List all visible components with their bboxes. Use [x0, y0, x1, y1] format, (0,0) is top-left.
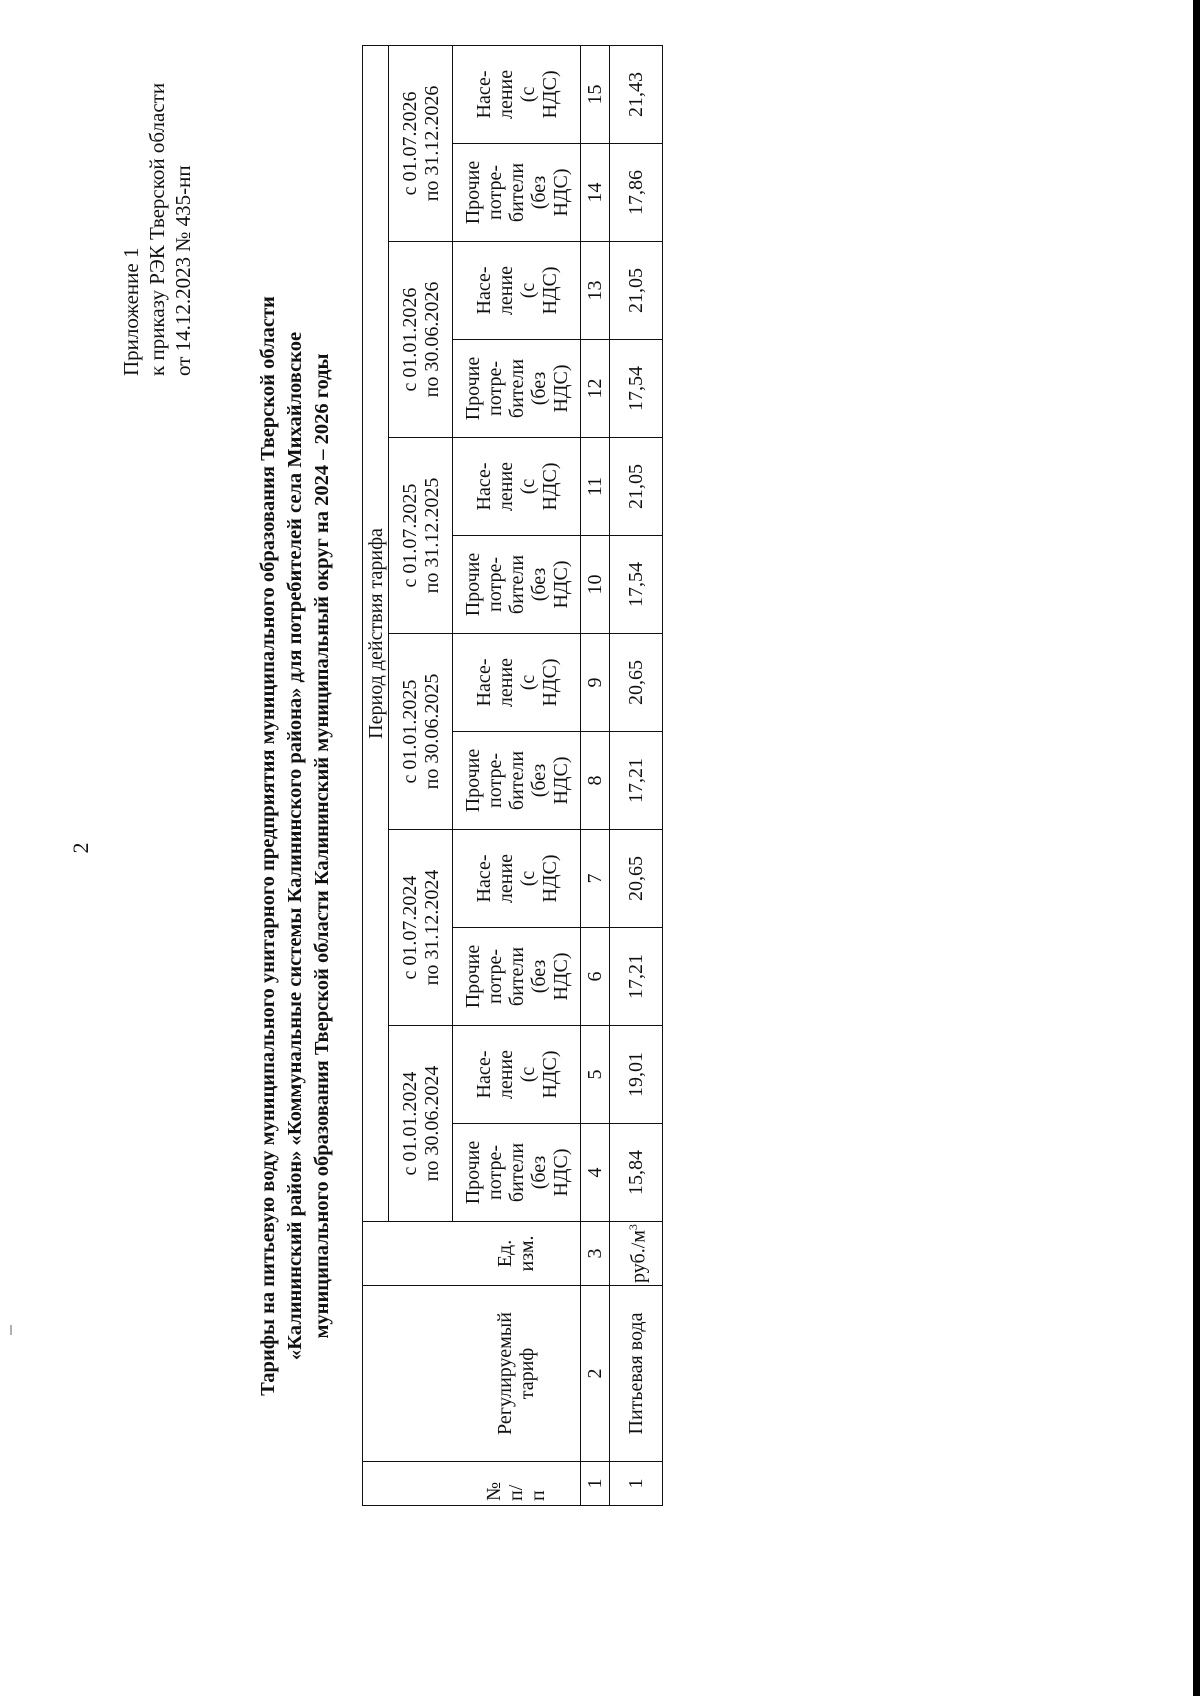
header-group-line: (без — [527, 567, 550, 602]
header-group-line: бители — [505, 358, 528, 419]
header-group-line: Насе- — [472, 462, 495, 511]
header-group-line: потре- — [483, 165, 506, 220]
header-group-line: потре- — [483, 557, 506, 612]
tariff-value-cell: 19,01 — [610, 1026, 663, 1124]
header-row-ranges — [389, 45, 453, 1505]
appendix-block — [118, 46, 196, 376]
row-unit: $руб./м^3$ — [610, 1222, 663, 1286]
tariff-value-cell: 20,65 — [610, 634, 663, 732]
column-number-cell: 12 — [581, 340, 610, 438]
column-number-cell: 7 — [581, 830, 610, 928]
header-group-line: Прочие — [461, 552, 484, 617]
header-group-line: (без — [527, 959, 550, 994]
column-number-cell: 1 — [581, 1462, 610, 1506]
header-group-line: НДС) — [538, 462, 561, 511]
column-number-cell: 9 — [581, 634, 610, 732]
header-group-line: (без — [527, 763, 550, 798]
tariff-value-cell: 15,84 — [610, 1124, 663, 1222]
header-group-line: бители — [505, 750, 528, 811]
header-group-line: НДС) — [549, 1148, 572, 1197]
period-from: с 01.01.2026 — [398, 287, 421, 392]
header-row-period — [363, 45, 389, 1505]
header-empty-cell — [389, 1286, 453, 1462]
period-to: по 30.06.2025 — [420, 673, 443, 790]
column-number-cell: 15 — [581, 45, 610, 143]
column-number-cell: 10 — [581, 536, 610, 634]
period-from: с 01.01.2024 — [398, 1071, 421, 1176]
title-line-2: «Калининский район» «Коммунальные системы Калининского района» для потребителей села Михайловское — [284, 331, 306, 1361]
header-group-line: ление — [494, 69, 517, 120]
header-group-line: ление — [494, 853, 517, 904]
period-to: по 31.12.2025 — [420, 477, 443, 594]
column-number-cell: 2 — [581, 1286, 610, 1462]
period-range-1 — [389, 1026, 453, 1222]
header-group-line: (с — [516, 86, 539, 103]
header-empty-cell — [363, 1286, 389, 1462]
header-population — [453, 438, 581, 536]
header-group-line: (с — [516, 870, 539, 887]
column-number-cell: 3 — [581, 1222, 610, 1286]
header-group-line: Прочие — [461, 748, 484, 813]
header-group-line: потре- — [483, 753, 506, 808]
header-empty-cell — [363, 1222, 389, 1286]
header-group-line: лениe — [494, 265, 517, 316]
header-group-line: Прочие — [461, 1140, 484, 1205]
header-group-line: (без — [527, 371, 550, 406]
appendix-line-3: от 14.12.2023 № 435-нп — [171, 165, 195, 376]
header-population — [453, 830, 581, 928]
tariff-value-cell: 21,05 — [610, 242, 663, 340]
header-group-line: НДС) — [549, 952, 572, 1001]
header-group-line: Прочие — [461, 356, 484, 421]
header-group-line: Прочие — [461, 160, 484, 225]
period-from: с 01.07.2024 — [398, 875, 421, 980]
header-group-line: потре- — [483, 1145, 506, 1200]
header-group-line: (с — [516, 478, 539, 495]
period-from: с 01.07.2026 — [398, 91, 421, 196]
header-group-line: бители — [505, 1142, 528, 1203]
header-group-line: ление — [494, 461, 517, 512]
column-number-cell: 6 — [581, 928, 610, 1026]
tariff-value-cell: 17,54 — [610, 340, 663, 438]
header-group-line: потре- — [483, 949, 506, 1004]
header-col-tariff: Регулируемый тариф — [453, 1286, 581, 1462]
header-group-line: НДС) — [538, 70, 561, 119]
header-col-unit: Ед. изм. — [453, 1222, 581, 1286]
document-title — [255, 116, 336, 1576]
period-to: по 31.12.2026 — [420, 85, 443, 202]
header-group-line: НДС) — [538, 1050, 561, 1099]
tariff-value-cell: 20,65 — [610, 830, 663, 928]
tariff-value-cell: 17,21 — [610, 928, 663, 1026]
header-group-line: (с — [516, 674, 539, 691]
header-group-line: НДС) — [538, 854, 561, 903]
period-range-6 — [389, 45, 453, 241]
header-group-line: (с — [516, 1066, 539, 1083]
header-empty-cell — [389, 1222, 453, 1286]
header-other-consumers — [453, 536, 581, 634]
header-other-consumers — [453, 928, 581, 1026]
header-group-line: Насе- — [472, 266, 495, 315]
page-number: 2 — [68, 842, 93, 854]
header-group-line: НДС) — [549, 364, 572, 413]
header-group-line: бители — [505, 162, 528, 223]
header-population — [453, 1026, 581, 1124]
column-number-cell: 13 — [581, 242, 610, 340]
tariff-value-cell: 17,86 — [610, 144, 663, 242]
column-number-row — [581, 45, 610, 1505]
header-population — [453, 45, 581, 143]
header-group-line: ление — [494, 1049, 517, 1100]
header-group-line: ление — [494, 657, 517, 708]
column-number-cell: 14 — [581, 144, 610, 242]
header-col-number: № п/ п — [453, 1462, 581, 1506]
column-number-cell: 4 — [581, 1124, 610, 1222]
header-group-line: НДС) — [549, 756, 572, 805]
tariff-value-cell: 21,43 — [610, 45, 663, 143]
appendix-line-2: к приказу РЭК Тверской области — [145, 82, 169, 376]
header-other-consumers — [453, 1124, 581, 1222]
period-to: по 31.12.2024 — [420, 869, 443, 986]
appendix-line-1: Приложение 1 — [119, 247, 143, 376]
header-group-line: Насе- — [472, 854, 495, 903]
header-group-line: (без — [527, 1155, 550, 1190]
header-empty-cell — [363, 1462, 389, 1506]
header-group-line: НДС) — [549, 560, 572, 609]
data-row-drinking-water — [610, 45, 663, 1505]
header-other-consumers — [453, 340, 581, 438]
header-row-groups — [453, 45, 581, 1505]
period-header: Период действия тарифа — [363, 45, 389, 1221]
header-other-consumers — [453, 732, 581, 830]
column-number-cell: 11 — [581, 438, 610, 536]
header-group-line: НДС) — [538, 266, 561, 315]
period-from: с 01.07.2025 — [398, 483, 421, 588]
tariff-table — [362, 45, 663, 1506]
header-group-line: (без — [527, 175, 550, 210]
period-range-4 — [389, 438, 453, 634]
row-number: 1 — [610, 1462, 663, 1506]
title-line-1: Тарифы на питьевую воду муниципального унитарного предприятия муниципального образования Тверской области — [257, 296, 279, 1396]
header-population — [453, 242, 581, 340]
header-group-line: НДС) — [538, 658, 561, 707]
header-group-line: Насе- — [472, 1050, 495, 1099]
header-group-line: Насе- — [472, 658, 495, 707]
period-to: по 30.06.2024 — [420, 1065, 443, 1182]
column-number-cell: 8 — [581, 732, 610, 830]
title-line-3: муниципального образования Тверской области Калининский муниципальный округ на 2024 – 2026 годы — [311, 353, 333, 1339]
header-group-line: бители — [505, 554, 528, 615]
period-range-3 — [389, 634, 453, 830]
period-range-5 — [389, 242, 453, 438]
header-group-line: НДС) — [549, 168, 572, 217]
header-group-line: (с — [516, 282, 539, 299]
tariff-value-cell: 21,05 — [610, 438, 663, 536]
tariff-value-cell: 17,54 — [610, 536, 663, 634]
tariff-value-cell: 17,21 — [610, 732, 663, 830]
header-group-line: Насе- — [472, 70, 495, 119]
column-number-cell: 5 — [581, 1026, 610, 1124]
period-range-2 — [389, 830, 453, 1026]
header-other-consumers — [453, 144, 581, 242]
period-to: по 30.06.2026 — [420, 281, 443, 398]
row-tariff-name: Питьевая вода — [610, 1286, 663, 1462]
header-group-line: Прочие — [461, 944, 484, 1009]
header-group-line: потре- — [483, 361, 506, 416]
header-group-line: бители — [505, 946, 528, 1007]
header-population — [453, 634, 581, 732]
period-from: с 01.01.2025 — [398, 679, 421, 784]
header-empty-cell — [389, 1462, 453, 1506]
